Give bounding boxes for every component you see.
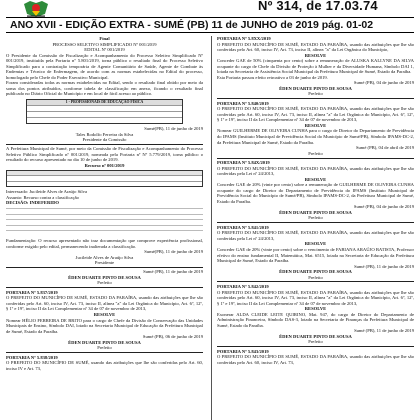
paragraph: O Presidente da Comissão de Fiscalização e Acompanhamento do Processo Seletivo Simplificado Nº 001/2019, instituída pela Portaria nº 5.801/2019, torna público o resultado final do Processo Seletivo Simplificado para a contratação temporária de Agente Comunitário de Saúde, Agente de Combate às Endemias e Técnico de Enfermagem, de acordo com as normas estabelecidas no Edital do processo, homologado pelo Chefe do Poder Executivo Municipal. xyxy=(6,52,203,80)
signature-role: Prefeito xyxy=(308,274,323,280)
signature-role: Prefeito xyxy=(97,345,112,351)
paragraph: O PREFEITO DO MUNICÍPIO DE SUMÉ, ESTADO DA PARAÍBA, usando das atribuições que lhe são conferidas pelo Art. 60, inciso IV, Art. 73, inciso II, alínea "a" da Lei Orgânica do Município, Art. 6º, 12º, § 1º e 19º, inciso II da Lei Complementar nº 34 de 07 de novembro de 2013, xyxy=(6,295,203,312)
signature-role: Prefeito xyxy=(308,215,323,221)
edition-line: ANO XVII - EDIÇÃO EXTRA - SUMÉ (PB) 11 de JUNHO de 2019 pág. 01-02 xyxy=(10,19,374,31)
portaria-title: PORTARIA Nº 5.837/2019 xyxy=(6,289,58,295)
recurso-table xyxy=(6,170,203,188)
place-date: Sumé (PB), 04 de junho de 2019 xyxy=(353,80,414,86)
place-date: Sumé (PB), 11 de junho de 2019 xyxy=(354,328,414,334)
masthead-divider xyxy=(6,32,414,33)
section-divider xyxy=(217,222,414,223)
left-column xyxy=(6,36,203,420)
signature-name: ÉDEN DUARTE PINTO DE SOUSA xyxy=(279,209,352,215)
right-column xyxy=(217,36,414,420)
signature-name: ÉDEN DUARTE PINTO DE SOUSA xyxy=(279,269,352,275)
section-divider xyxy=(6,352,203,353)
signature-role: Prefeito xyxy=(308,339,323,345)
municipal-coat-of-arms-logo xyxy=(18,0,54,18)
paragraph: O PREFEITO DO MUNICÍPIO DE SUMÉ, ESTADO DA PARAÍBA, usando das atribuições que lhe são conferidas pela Lei nº 24/2013, xyxy=(217,165,414,177)
resolve-label: RESOLVE xyxy=(304,176,327,182)
place-date: Sumé (PB), 04 de abril de 2019 xyxy=(355,145,414,151)
section-subheading: EDITAL Nº 001/2019 xyxy=(84,47,125,53)
section-divider xyxy=(217,158,414,159)
paragraph: Fundamentação: O recurso apresentado não traz documentação que comprove experiência profissional, conforme exigido pelo edital, permanecendo inalterada a classificação. xyxy=(6,237,203,249)
section-divider xyxy=(217,346,414,347)
place-date: Sumé (PB), 11 de junho de 2019 xyxy=(354,263,414,269)
portaria-title: PORTARIA Nº 5.840/2019 xyxy=(217,100,269,106)
portaria-title: PORTARIA Nº 5.841/2019 xyxy=(217,224,269,230)
signature-name: ÉDEN DUARTE PINTO DE SOUSA xyxy=(279,85,352,91)
paragraph: Conceder GAE de 20% (vinte por cento) sobre o vencimento de FABIANA ARAÚJO BATISTA, Professor efetivo do ensino fundamental II, Matemática, Mat. 6515, lotada na Secretaria de Educação da Prefeitura Municipal de Sumé, Estado da Paraíba. xyxy=(217,246,414,264)
paragraph: O PREFEITO DO MUNICÍPIO DE SUMÉ, ESTADO DA PARAÍBA, usando das atribuições que lhe são conferidas pelo Art. 60, inciso IV, Art. 73, inciso II, alínea "a" da Lei Orgânica do Município, xyxy=(217,41,414,53)
portaria-title: PORTARIA Nº 5.843/2019 xyxy=(217,348,269,354)
paragraph: O PREFEITO DO MUNICÍPIO DE SUMÉ, ESTADO DA PARAÍBA, usando das atribuições que lhe são conferidas pelo Art. 60, inciso IV, Art. 73, inciso II, alínea "a" da Lei Orgânica do Município, Art. 6º, 12º, § 1º e 19º, inciso II da Lei Complementar nº 34 de 07 de novembro de 2013, xyxy=(217,289,414,306)
section-divider xyxy=(6,144,203,145)
paragraph: Foram consideradas todas as normas estabelecidas no Edital, sendo o resultado final obtido por meio da soma dos pontos atribuídos, conforme tabela de classificação em anexo, ficando o resultado final publicado no Diário Oficial do Município e em local de fácil acesso ao público. xyxy=(6,80,203,97)
paragraph: O PREFEITO DO MUNICÍPIO DE SUMÉ, usando das atribuições que lhe são conferidas pelo Art. 60, inciso IV e Art. 73, xyxy=(6,360,203,371)
table-header: 1 - PROFISSIONAIS DE EDUCAÇÃO FÍSICA xyxy=(27,100,182,105)
recurso-assunto: Assunto: Recurso contra a classificação xyxy=(6,194,79,200)
section-subheading: PROCESSO SELETIVO SIMPLIFICADO Nº 001/2019 xyxy=(52,41,157,47)
place-date: Sumé(PB), 11 de junho de 2019 xyxy=(144,126,203,132)
blurred-text-block xyxy=(6,208,203,236)
section-divider xyxy=(217,281,414,282)
paragraph: Nomear GUILHERME DE OLIVEIRA CUNHA para o cargo de Diretor do Departamento de Previdência do IPAMS (Instituto Municipal de Previdência Social do Município de Sumé/PB), Símbolo IPAMS-DC-2, da Prefeitura Municipal de Sumé, Estado da Paraíba. xyxy=(217,128,414,145)
paragraph: O PREFEITO DO MUNICÍPIO DE SUMÉ, ESTADO DA PARAÍBA, usando das atribuições que lhe são conferidas pelo Art. 60, inciso IV, Art. 73, xyxy=(217,354,414,365)
portaria-title: PORTARIA Nº 5.842/2019 xyxy=(217,283,269,289)
masthead-divider xyxy=(6,17,414,18)
paragraph: A Prefeitura Municipal de Sumé, por meio da Comissão de Fiscalização e Acompanhamento do Processo Seletivo Público Simplificado nº 001/2019, nomeada pela Portaria nº Nº 5.779/2019, torna público o resultado do recurso apresentado no dia 10 de junho de 2019. xyxy=(6,146,203,163)
recurso-decisao: DECISÃO: INDEFERIDO xyxy=(6,200,59,206)
column-divider xyxy=(211,36,212,420)
section-heading: Final xyxy=(99,36,110,41)
resolve-label: RESOLVE xyxy=(304,241,327,247)
place-date: Sumé (PB), 11 de junho de 2019 xyxy=(143,269,203,275)
resolve-label: RESOLVE xyxy=(304,306,327,312)
table-row xyxy=(27,117,182,123)
portaria-title: PORTARIA Nº 5.8XX/2019 xyxy=(217,36,271,41)
place-date: Sumé (PB), 04 de junho de 2019 xyxy=(353,204,414,210)
recurso-label: Recurso nº 001/2019 xyxy=(84,163,125,169)
signature-name: ÉDEN DUARTE PINTO DE SOUSA xyxy=(68,274,141,280)
signature-role: Prefeito xyxy=(308,150,323,156)
recurso-interessado: Interessado: Jucileide Alves de Araújo Silva xyxy=(6,189,88,195)
signature-name: ÉDEN DUARTE PINTO DE SOUSA xyxy=(68,339,141,345)
paragraph: Conceder GAE de 20% (vinte por cento) sobre a remuneração de GUILHERME DE OLIVEIRA CUNHA ocupante do cargo de Diretor do Departamento de Previdência do IPAMS (Instituto Municipal de Previdência Social do Município de Sumé/PB), Símbolo IPAMS-DC-2, da Prefeitura Municipal de Sumé, Estado da Paraíba. xyxy=(217,182,414,204)
paragraph: Esta Portaria passou efeito retroativo a 03 de junho de 2019. xyxy=(217,74,328,80)
paragraph: Conceder GAE de 50% (cinquenta por cento) sobre a remuneração de ALUSKA KALLYNE DA SILVA ocupante do cargo de Chefe da Divisão de Proteção à Mulher e da Diversidade Humana, Símbolo DAI 1, lotada na Secretaria de Assistência Social Municipal da Prefeitura Municipal de Sumé, Estado da Paraíba. xyxy=(217,58,414,75)
signature-role: Presidente da Comissão xyxy=(82,136,127,142)
paragraph: Nomear HÉLIO FERREIRA DE BRITO para o cargo de Chefe da Divisão de Conservação das Unidades Municipais de Ensino, Símbolo DAI, lotado na Secretaria Municipal de Educação da Prefeitura Municipal de Sumé, Estado da Paraíba. xyxy=(6,317,203,334)
paragraph: O PREFEITO DO MUNICÍPIO DE SUMÉ, ESTADO DA PARAÍBA, usando das atribuições que lhe são conferidas pela Lei nº 24/2013, xyxy=(217,230,414,241)
resolve-label: RESOLVE xyxy=(93,311,116,317)
resolve-label: RESOLVE xyxy=(304,52,327,58)
signature-name: Tales Rodolfo Ferreira da Silva xyxy=(75,131,134,137)
table-row xyxy=(7,181,202,187)
place-date: Sumé(PB), 11 de junho de 2019 xyxy=(144,249,203,255)
section-divider xyxy=(217,98,414,99)
signature-name: ÉDEN DUARTE PINTO DE SOUSA xyxy=(279,333,352,339)
signature-name: Jucileide Alves de Araújo Silva xyxy=(75,254,134,260)
signature-role: Presidente xyxy=(94,260,115,265)
classification-table xyxy=(26,99,183,124)
section-divider xyxy=(6,267,203,268)
paragraph: O PREFEITO DO MUNICÍPIO DE SUMÉ, ESTADO DA PARAÍBA, usando das atribuições que lhe são conferidas pelo Art. 60, inciso IV, Art. 73, inciso II, alínea "a" da Lei Orgânica do Município, Art. 6º, 12º, § 1º e 19º, inciso II da Lei Complementar nº 34 de 07 de novembro de 2013, xyxy=(217,106,414,123)
portaria-title: PORTARIA Nº 5.84X/2019 xyxy=(217,160,270,166)
signature-role: Prefeito xyxy=(308,91,323,97)
resolve-label: RESOLVE xyxy=(304,122,327,128)
signature-role: Prefeito xyxy=(97,280,112,286)
place-date: Sumé (PB), 06 de junho de 2019 xyxy=(142,334,203,340)
paragraph: Exonerar ALDA CLEIDE LEITE QUIRINO, Mat. 947, do cargo de Diretor do Departamento de Administração Financeira, Símbolo DAS-3, lotado na Secretaria de Finanças da Prefeitura Municipal de Sumé, Estado da Paraíba. xyxy=(217,311,414,328)
portaria-title: PORTARIA Nº 5.838/2019 xyxy=(6,354,58,360)
section-divider xyxy=(6,287,203,288)
issue-number: Nº 314, de 17.03.74 xyxy=(258,0,378,13)
